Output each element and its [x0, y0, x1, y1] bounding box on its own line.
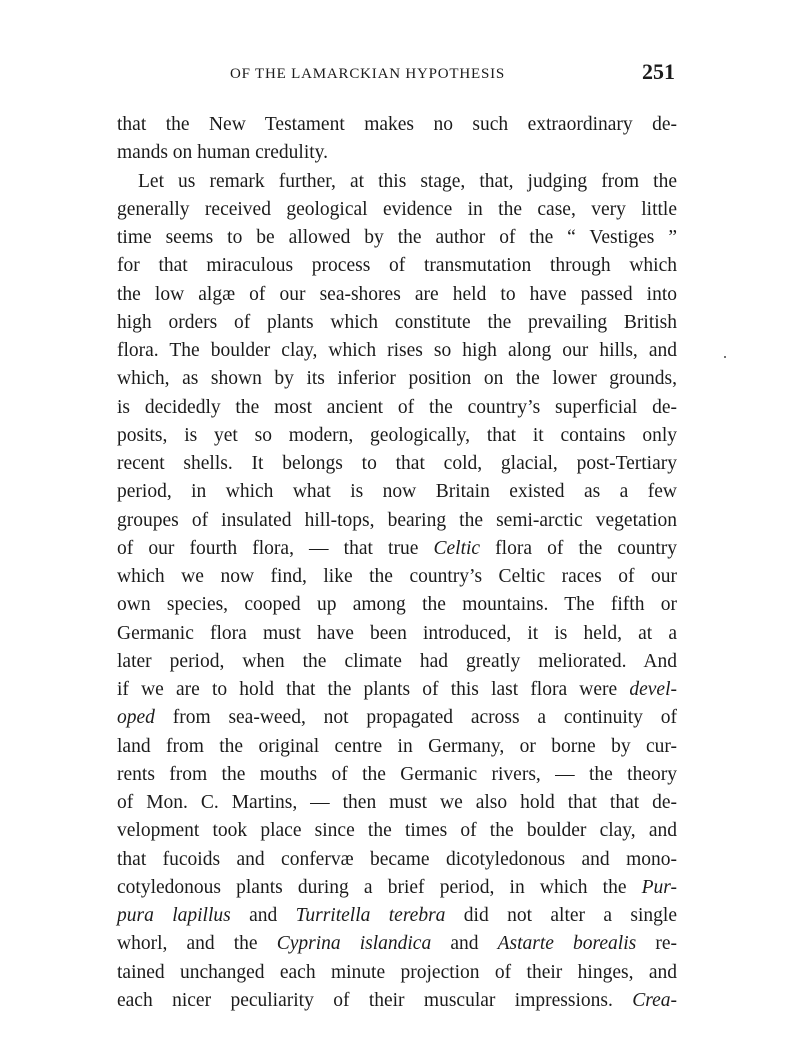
text-line: oped from sea-weed, not propagated across a continuity of [117, 707, 677, 729]
text-line: of Mon. C. Martins, — then must we also hold that that de- [117, 792, 677, 813]
text-line: rents from the mouths of the Germanic rivers, — the theory [117, 763, 677, 785]
paragraph-start-line: Let us remark further, at this stage, that, judging from the [138, 170, 677, 192]
text-line: posits, is yet so modern, geologically, that it contains only [117, 424, 677, 446]
text-line: each nicer peculiarity of their muscular impressions. Crea- [117, 989, 677, 1011]
text-line: whorl, and the Cyprina islandica and Astarte borealis re- [117, 933, 677, 955]
body-text [117, 111, 677, 1015]
text-line: the low algæ of our sea-shores are held to have passed into [117, 283, 677, 305]
text-line: flora. The boulder clay, which rises so high along our hills, and [117, 340, 677, 361]
text-line: own species, cooped up among the mountains. The fifth or [117, 594, 677, 616]
text-line: that the New Testament makes no such extraordinary de- [117, 114, 677, 135]
text-line: tained unchanged each minute projection of their hinges, and [117, 961, 677, 983]
text-line: land from the original centre in Germany, or borne by cur- [117, 735, 677, 757]
text-line: which we now find, like the country’s Celtic races of our [117, 566, 677, 587]
text-line: velopment took place since the times of the boulder clay, and [117, 820, 677, 842]
text-line: that fucoids and confervæ became dicotyledonous and mono- [117, 848, 677, 870]
text-line: period, in which what is now Britain existed as a few [117, 481, 677, 503]
running-title: OF THE LAMARCKIAN HYPOTHESIS [230, 66, 506, 82]
text-line: later period, when the climate had greatly meliorated. And [117, 650, 677, 672]
text-line: pura lapillus and Turritella terebra did not alter a single [117, 905, 677, 926]
text-line: which, as shown by its inferior position on the lower grounds, [117, 368, 677, 390]
text-line: time seems to be allowed by the author of the “ Vestiges ” [117, 227, 677, 248]
text-line: cotyledonous plants during a brief period, in which the Pur- [117, 876, 677, 898]
text-line: generally received geological evidence in the case, very little [117, 198, 677, 220]
text-line: groupes of insulated hill-tops, bearing the semi-arctic vegetation [117, 509, 677, 531]
page-number: 251 [642, 59, 675, 84]
text-line: high orders of plants which constitute the prevailing British [117, 311, 677, 333]
text-line: of our fourth flora, — that true Celtic flora of the country [117, 537, 677, 559]
text-line: is decidedly the most ancient of the country’s superficial de- [117, 396, 677, 418]
text-line: if we are to hold that the plants of this last flora were devel- [117, 679, 677, 700]
text-line: mands on human credulity. [117, 142, 329, 164]
margin-speck [724, 356, 726, 358]
text-line: recent shells. It belongs to that cold, glacial, post-Tertiary [117, 453, 677, 474]
text-line: Germanic flora must have been introduced, it is held, at a [117, 622, 677, 644]
text-line: for that miraculous process of transmutation through which [117, 255, 677, 277]
running-head [117, 58, 677, 90]
